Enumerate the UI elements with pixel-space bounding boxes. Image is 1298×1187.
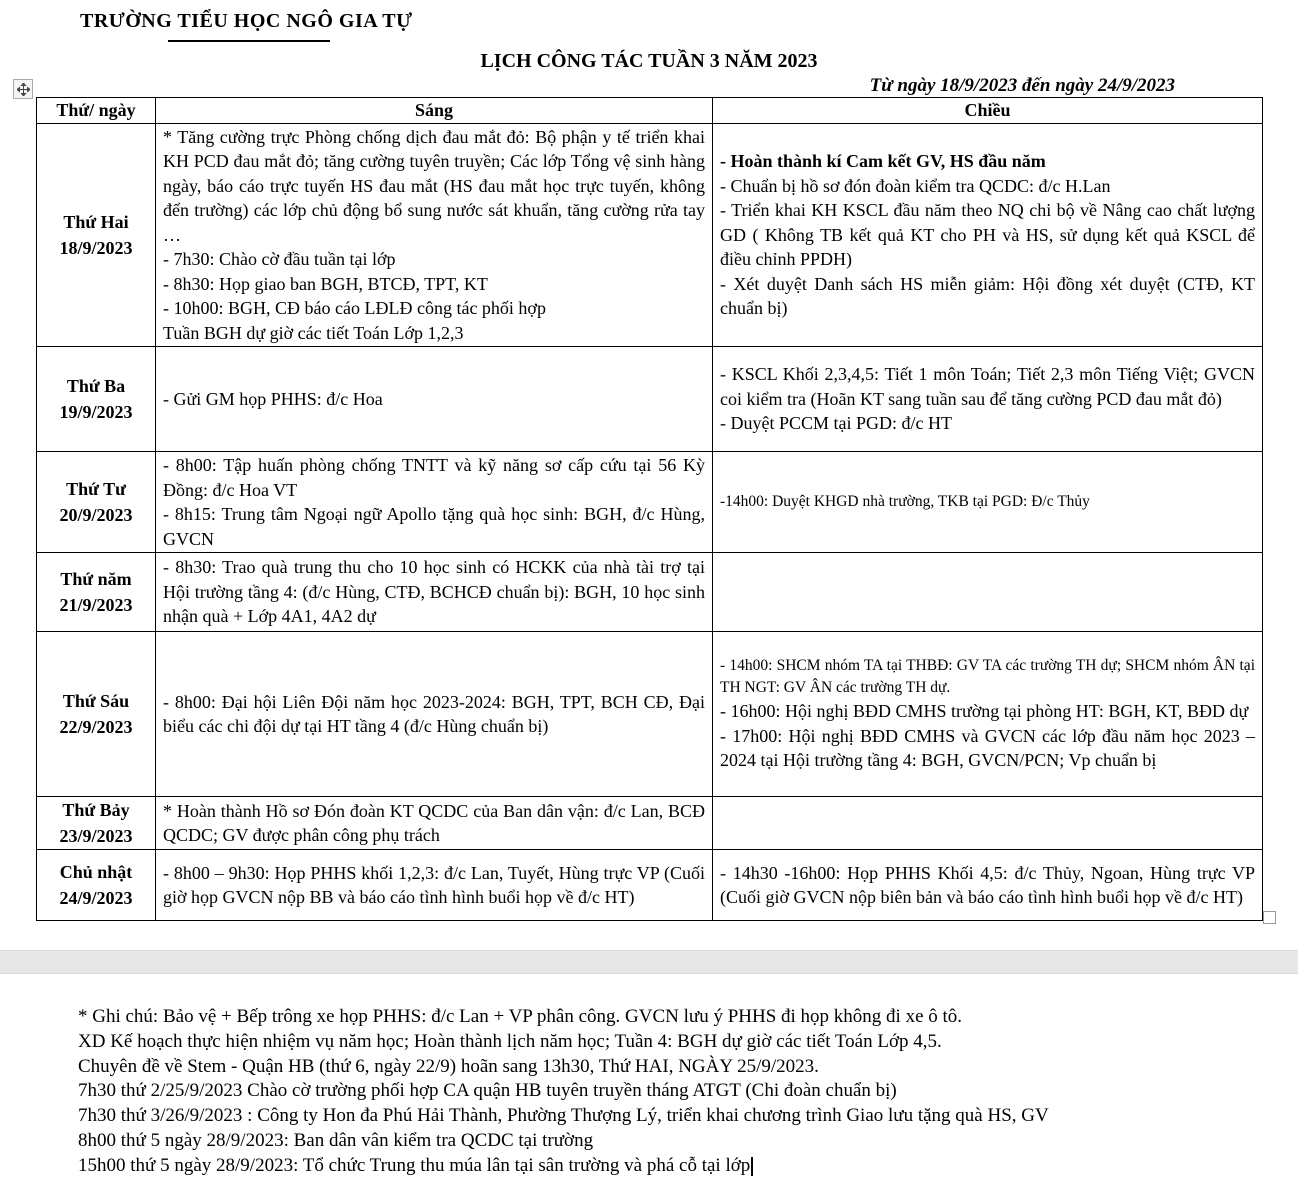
- table-row: [37, 452, 1263, 553]
- date-label: 23/9/2023: [59, 826, 133, 846]
- move-cross-arrows-icon: [17, 83, 30, 96]
- schedule-item[interactable]: -14h00: Duyệt KHGD nhà trường, TKB tại PGD: Đ/c Thủy: [720, 493, 1090, 510]
- schedule-item[interactable]: - KSCL Khối 2,3,4,5: Tiết 1 môn Toán; Tiết 2,3 môn Tiếng Việt; GVCN coi kiểm tra (Hoãn KT sang tuần sau để tăng cường PCD đau mắt đỏ): [720, 364, 1255, 409]
- schedule-item[interactable]: - 14h00: SHCM nhóm TA tại THBĐ: GV TA các trường TH dự; SHCM nhóm ÂN tại TH NGT: GV ÂN các trường TH dự.: [720, 657, 1255, 697]
- note-line[interactable]: 15h00 thứ 5 ngày 28/9/2023: Tổ chức Trung thu múa lân tại sân trường và phá cỗ tại lớp: [78, 1154, 1238, 1179]
- schedule-item[interactable]: - Duyệt PCCM tại PGD: đ/c HT: [720, 413, 952, 434]
- page-break-bar: [0, 950, 1298, 974]
- date-label: 22/9/2023: [59, 717, 133, 737]
- afternoon-cell[interactable]: [713, 347, 1263, 452]
- afternoon-cell[interactable]: [713, 553, 1263, 632]
- schedule-item[interactable]: - 8h15: Trung tâm Ngoại ngữ Apollo tặng quà học sinh: BGH, đ/c Hùng, GVCN: [163, 504, 705, 549]
- schedule-item[interactable]: * Tăng cường trực Phòng chống dịch đau mắt đỏ: Bộ phận y tế triển khai KH PCD đau mắt đỏ; tăng cường tuyên truyền; Các lớp Tổng vệ sinh hàng ngày, báo cáo trực tuyến HS đau mắt (HS đau mắt học trực tuyến, không đến trường) các lớp chủ động bổ sung nước sát khuẩn, tăng cường rửa tay …: [163, 126, 705, 245]
- schedule-item[interactable]: - Triển khai KH KSCL đầu năm theo NQ chi bộ về Nâng cao chất lượng GD ( Không TB kết quả KT cho PH và HS, sử dụng kết quả KSCL để điều chỉnh PPDH): [720, 200, 1255, 269]
- page-title[interactable]: LỊCH CÔNG TÁC TUẦN 3 NĂM 2023: [480, 50, 818, 72]
- day-label: Thứ Sáu: [62, 691, 130, 711]
- day-cell[interactable]: [37, 553, 156, 632]
- note-line[interactable]: * Ghi chú: Bảo vệ + Bếp trông xe họp PHHS: đ/c Lan + VP phân công. GVCN lưu ý PHHS đi họp không đi xe ô tô.: [78, 1006, 963, 1027]
- schedule-item[interactable]: * Hoàn thành Hồ sơ Đón đoàn KT QCDC của Ban dân vận: đ/c Lan, BCĐ QCDC; GV được phân công phụ trách: [163, 800, 705, 845]
- table-row: [37, 553, 1263, 632]
- note-line[interactable]: 7h30 thứ 2/25/9/2023 Chào cờ trường phối hợp CA quận HB tuyên truyền tháng ATGT (Chi đoàn chuẩn bị): [78, 1080, 897, 1102]
- day-label: Thứ Ba: [66, 376, 126, 396]
- table-resize-handle[interactable]: [1263, 911, 1276, 924]
- table-row: [37, 797, 1263, 850]
- date-label: 21/9/2023: [59, 595, 133, 615]
- day-label: Thứ Hai: [63, 211, 129, 232]
- note-line[interactable]: 8h00 thứ 5 ngày 28/9/2023: Ban dân vân kiểm tra QCDC tại trường: [78, 1129, 594, 1151]
- table-row: [37, 850, 1263, 921]
- day-cell[interactable]: [37, 123, 156, 347]
- schedule-item[interactable]: Tuần BGH dự giờ các tiết Toán Lớp 1,2,3: [163, 322, 464, 343]
- col-header-afternoon[interactable]: Chiều: [713, 98, 1263, 124]
- schedule-item[interactable]: - 8h00: Tập huấn phòng chống TNTT và kỹ năng sơ cấp cứu tại 56 Kỳ Đồng: đ/c Hoa VT: [163, 455, 705, 500]
- note-line[interactable]: 7h30 thứ 3/26/9/2023 : Công ty Hon đa Phú Hải Thành, Phường Thượng Lý, triển khai chương trình Giao lưu tặng quà HS, GV: [78, 1105, 1049, 1127]
- schedule-table: [36, 97, 1263, 921]
- day-label: Thứ Bảy: [62, 800, 130, 820]
- date-label: 24/9/2023: [59, 888, 133, 908]
- schedule-item[interactable]: - Xét duyệt Danh sách HS miễn giảm: Hội đồng xét duyệt (CTĐ, KT chuẩn bị): [720, 273, 1255, 318]
- schedule-item[interactable]: - 8h30: Trao quà trung thu cho 10 học sinh có HCKK của nhà tài trợ tại Hội trường tầng 4: (đ/c Hùng, CTĐ, BCHCĐ chuẩn bị): BGH, 10 học sinh nhận quà + Lớp 4A1, 4A2 dự: [163, 557, 705, 627]
- schedule-item[interactable]: - 8h00: Đại hội Liên Đội năm học 2023-2024: BGH, TPT, BCH CĐ, Đại biểu các chi đội dự tại HT tầng 4 (đ/c Hùng chuẩn bị): [163, 691, 705, 736]
- schedule-item[interactable]: - 8h30: Họp giao ban BGH, BTCĐ, TPT, KT: [163, 273, 488, 294]
- date-label: 18/9/2023: [59, 237, 133, 258]
- schedule-item[interactable]: - 14h30 -16h00: Họp PHHS Khối 4,5: đ/c Thủy, Ngoan, Hùng trực VP (Cuối giờ GVCN nộp biên bản và báo cáo tình hình buổi họp về đ/c HT): [720, 862, 1255, 907]
- note-line[interactable]: XD Kế hoạch thực hiện nhiệm vụ năm học; Hoàn thành lịch năm học; Tuần 4: BGH dự giờ các tiết Toán Lớp 4,5.: [78, 1030, 942, 1052]
- schedule-item[interactable]: - 16h00: Hội nghị BĐD CMHS trường tại phòng HT: BGH, KT, BĐD dự: [720, 701, 1249, 722]
- date-label: 20/9/2023: [59, 505, 133, 525]
- col-header-day[interactable]: Thứ/ ngày: [37, 98, 156, 124]
- morning-cell[interactable]: [156, 347, 713, 452]
- text-cursor: [751, 1157, 753, 1176]
- note-line[interactable]: Chuyên đề về Stem - Quận HB (thứ 6, ngày 22/9) hoãn sang 13h30, Thứ HAI, NGÀY 25/9/2023.: [78, 1055, 819, 1077]
- morning-cell[interactable]: [156, 452, 713, 553]
- day-cell[interactable]: [37, 632, 156, 797]
- notes-section: [78, 1005, 1238, 1179]
- afternoon-cell[interactable]: [713, 850, 1263, 921]
- schedule-item[interactable]: - 7h30: Chào cờ đầu tuần tại lớp: [163, 249, 396, 269]
- day-label: Chủ nhật: [59, 862, 133, 882]
- morning-cell[interactable]: [156, 632, 713, 797]
- morning-cell[interactable]: [156, 553, 713, 632]
- schedule-item[interactable]: - Hoàn thành kí Cam kết GV, HS đầu năm: [720, 151, 1046, 171]
- schedule-item[interactable]: - Chuẩn bị hồ sơ đón đoàn kiểm tra QCDC: đ/c H.Lan: [720, 175, 1111, 196]
- date-range[interactable]: Từ ngày 18/9/2023 đến ngày 24/9/2023: [869, 75, 1175, 96]
- afternoon-cell[interactable]: [713, 452, 1263, 553]
- day-cell[interactable]: [37, 797, 156, 850]
- schedule-table-body: [37, 123, 1263, 921]
- schedule-item[interactable]: - Gửi GM họp PHHS: đ/c Hoa: [163, 388, 383, 409]
- schedule-item[interactable]: - 17h00: Hội nghị BĐD CMHS và GVCN các lớp đầu năm học 2023 – 2024 tại Hội trường tầng 4: BGH, GVCN/PCN; Vp chuẩn bị: [720, 725, 1255, 771]
- day-label: Thứ năm: [60, 569, 132, 589]
- school-name[interactable]: TRƯỜNG TIỂU HỌC NGÔ GIA TỰ: [80, 10, 413, 32]
- col-header-morning[interactable]: Sáng: [156, 98, 713, 124]
- table-row: [37, 632, 1263, 797]
- day-cell[interactable]: [37, 347, 156, 452]
- table-row: [37, 347, 1263, 452]
- schedule-item[interactable]: - 8h00 – 9h30: Họp PHHS khối 1,2,3: đ/c Lan, Tuyết, Hùng trực VP (Cuối giờ họp GVCN nộp BB và báo cáo tình hình buổi họp về đ/c HT): [163, 862, 705, 907]
- morning-cell[interactable]: [156, 797, 713, 850]
- day-label: Thứ Tư: [66, 479, 126, 499]
- table-header-row: [37, 98, 1263, 124]
- day-cell[interactable]: [37, 850, 156, 921]
- day-cell[interactable]: [37, 452, 156, 553]
- afternoon-cell[interactable]: [713, 123, 1263, 347]
- morning-cell[interactable]: [156, 123, 713, 347]
- table-row: [37, 123, 1263, 347]
- school-name-underline: [168, 40, 330, 42]
- schedule-item[interactable]: - 10h00: BGH, CĐ báo cáo LĐLĐ công tác phối hợp: [163, 298, 546, 318]
- afternoon-cell[interactable]: [713, 797, 1263, 850]
- date-label: 19/9/2023: [59, 402, 133, 422]
- morning-cell[interactable]: [156, 850, 713, 921]
- afternoon-cell[interactable]: [713, 632, 1263, 797]
- table-move-handle[interactable]: [13, 79, 33, 99]
